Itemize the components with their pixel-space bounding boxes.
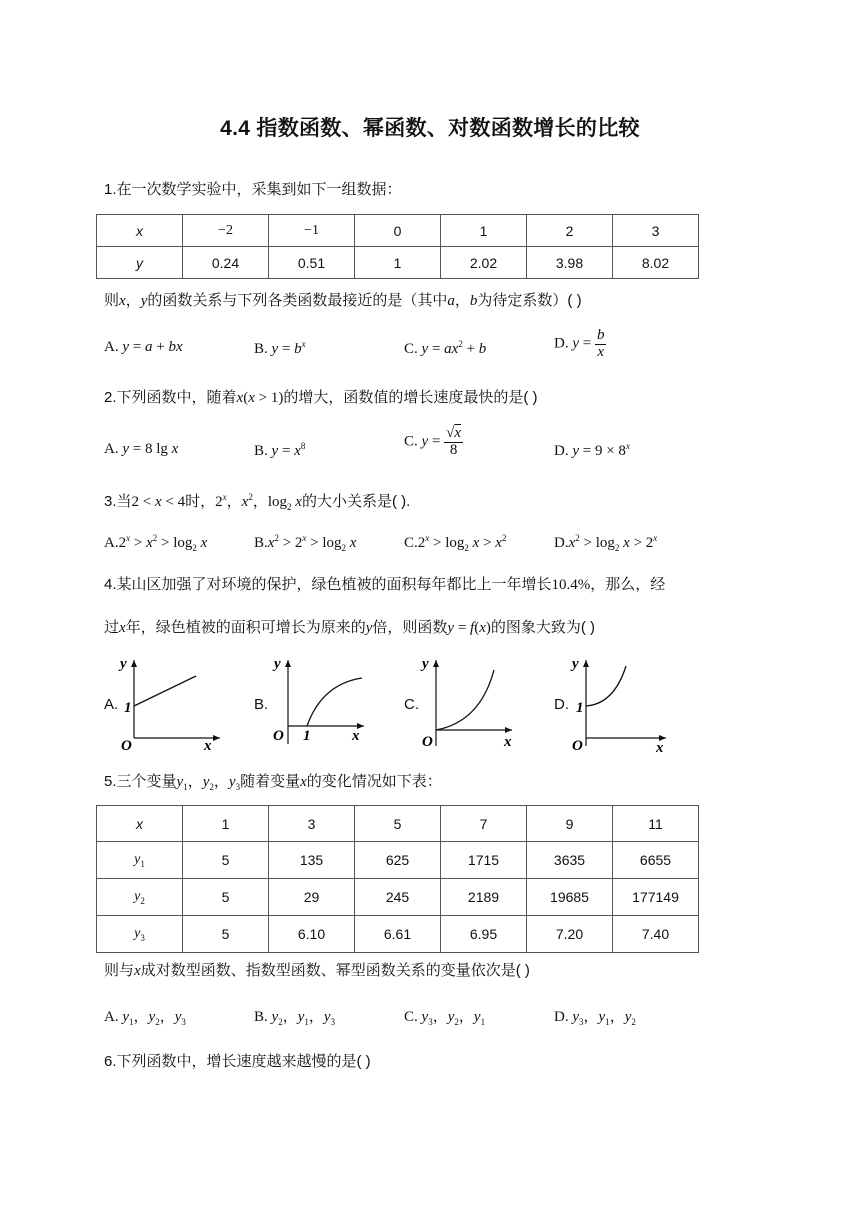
q3-option-c[interactable]: $C.2^x > \log_2 x > x^2$ [404,533,507,553]
q2-option-c[interactable]: C. y = $\frac{√x}{8}$ [404,425,462,458]
intercept-label: 1 [303,728,311,744]
q2-option-d[interactable]: D. $y = 9 \times 8^x$ [554,441,630,459]
q5-cell: 5 [183,879,269,916]
q2-option-a[interactable]: A. y = 8 lg x [104,441,179,457]
q5-option-b[interactable]: B. $y_2$，$y_1$，$y_3$ [254,1009,336,1027]
q5-cell: 3635 [527,842,613,879]
q5-cell: 5 [183,916,269,953]
q2-option-b[interactable]: B. $y = x^8$ [254,441,306,459]
q5-cell: 29 [269,879,355,916]
q6-stem: 6.下列函数中，增长速度越来越慢的是( ) [104,1053,371,1070]
q5-cell: 6655 [613,842,699,879]
origin-label: O [572,738,583,752]
q5-cell: 245 [355,879,441,916]
q4-graph-a[interactable] [116,654,226,752]
q1-cell: 0.24 [183,247,269,279]
q5-row-label-y2: $y_2$ [97,879,183,916]
q3-option-a[interactable]: $A.2^x > x^2 > \log_2 x$ [104,533,208,553]
q4-graph-b[interactable] [270,654,370,752]
intercept-label: 1 [124,700,132,716]
q5-cell: 2189 [441,879,527,916]
axis-label-x: x [656,740,664,752]
q1-cell: 0 [355,215,441,247]
q5-option-d[interactable]: D. $y_3$，$y_1$，$y_2$ [554,1009,636,1027]
q1-cell: 2 [527,215,613,247]
q5-cell: x [97,806,183,842]
q1-cell: −2 [183,215,269,247]
q2-stem: 2.下列函数中，随着x(x > 1)的增大，函数值的增长速度最快的是( ) [104,389,538,406]
q1-option-a[interactable]: A. y = a + bx [104,339,183,355]
q5-cell: 5 [355,806,441,842]
page-title: 4.4 指数函数、幂函数、对数函数增长的比较 [220,117,640,140]
q1-cell: 0.51 [269,247,355,279]
q1-data-table [96,214,699,279]
q1-cell: 2.02 [441,247,527,279]
q5-option-a[interactable]: A. $y_1$，$y_2$，$y_3$ [104,1009,186,1027]
q3-stem: 3.当2 < x < 4时，2$^x$，$x^2$，$\log_2 x$的大小关系是( ). [104,492,411,512]
axis-label-y: y [120,656,127,672]
q5-cell: 6.61 [355,916,441,953]
q4-stem-line2: 过x年，绿色植被的面积可增长为原来的y倍，则函数y = f(x)的图象大致为( ) [104,619,596,636]
q1-cell-y-header: y [97,247,183,279]
q1-cell: 3 [613,215,699,247]
q1-cell: 8.02 [613,247,699,279]
q1-option-b[interactable]: B. $y = b^x$ [254,339,306,357]
q1-cell: 1 [355,247,441,279]
q3-option-b[interactable]: $B.x^2 > 2^x > \log_2 x$ [254,533,357,553]
q5-cell: 625 [355,842,441,879]
q5-option-c[interactable]: C. $y_3$，$y_2$，$y_1$ [404,1009,486,1027]
q5-cell: 5 [183,842,269,879]
axis-label-y: y [422,656,429,672]
q4-option-c-label[interactable]: C. [404,696,419,713]
q4-stem-line1: 4.某山区加强了对环境的保护，绿色植被的面积每年都比上一年增长10.4%，那么，经 [104,576,666,593]
axis-label-x: x [204,738,212,752]
intercept-label: 1 [576,700,584,716]
axis-label-y: y [572,656,579,672]
axis-label-x: x [352,728,360,744]
q5-cell: 19685 [527,879,613,916]
q5-cell: 9 [527,806,613,842]
q5-cell: 7.20 [527,916,613,953]
q1-question: 则x，y的函数关系与下列各类函数最接近的是（其中a，b为待定系数）( ) [104,292,582,309]
q5-cell: 177149 [613,879,699,916]
q5-cell: 7 [441,806,527,842]
q4-graph-c[interactable] [418,654,518,752]
q5-cell: 3 [269,806,355,842]
q5-cell: 7.40 [613,916,699,953]
q5-cell: 11 [613,806,699,842]
axis-label-x: x [504,734,512,750]
q1-option-d[interactable]: D. y = $\frac{b}{x}$ [554,327,605,360]
q1-cell: −1 [269,215,355,247]
q5-cell: 6.10 [269,916,355,953]
q5-question: 则与x成对数型函数、指数型函数、幂型函数关系的变量依次是( ) [104,962,530,979]
q1-cell: 3.98 [527,247,613,279]
origin-label: O [121,738,132,752]
q5-cell: 1 [183,806,269,842]
q5-row-label-y1: $y_1$ [97,842,183,879]
q4-option-b-label[interactable]: B. [254,696,269,713]
axis-label-y: y [274,656,281,672]
q4-option-d-label[interactable]: D. [554,696,569,713]
q1-option-c[interactable]: C. $y = ax^2 + b$ [404,339,487,357]
q5-row-label-y3: $y_3$ [97,916,183,953]
q5-cell: 1715 [441,842,527,879]
q1-stem: 1.在一次数学实验中，采集到如下一组数据： [104,181,402,198]
origin-label: O [422,734,433,750]
q5-data-table [96,805,699,953]
q5-stem: 5.三个变量$y_1$，$y_2$，$y_3$随着变量x的变化情况如下表： [104,773,442,792]
q5-cell: 6.95 [441,916,527,953]
q4-option-a-label[interactable]: A. [104,696,119,713]
q4-graph-d[interactable] [568,654,672,752]
origin-label: O [273,728,284,744]
q5-cell: 135 [269,842,355,879]
q3-option-d[interactable]: $D.x^2 > \log_2 x > 2^x$ [554,533,658,553]
q1-cell-x-header: x [97,215,183,247]
q1-cell: 1 [441,215,527,247]
